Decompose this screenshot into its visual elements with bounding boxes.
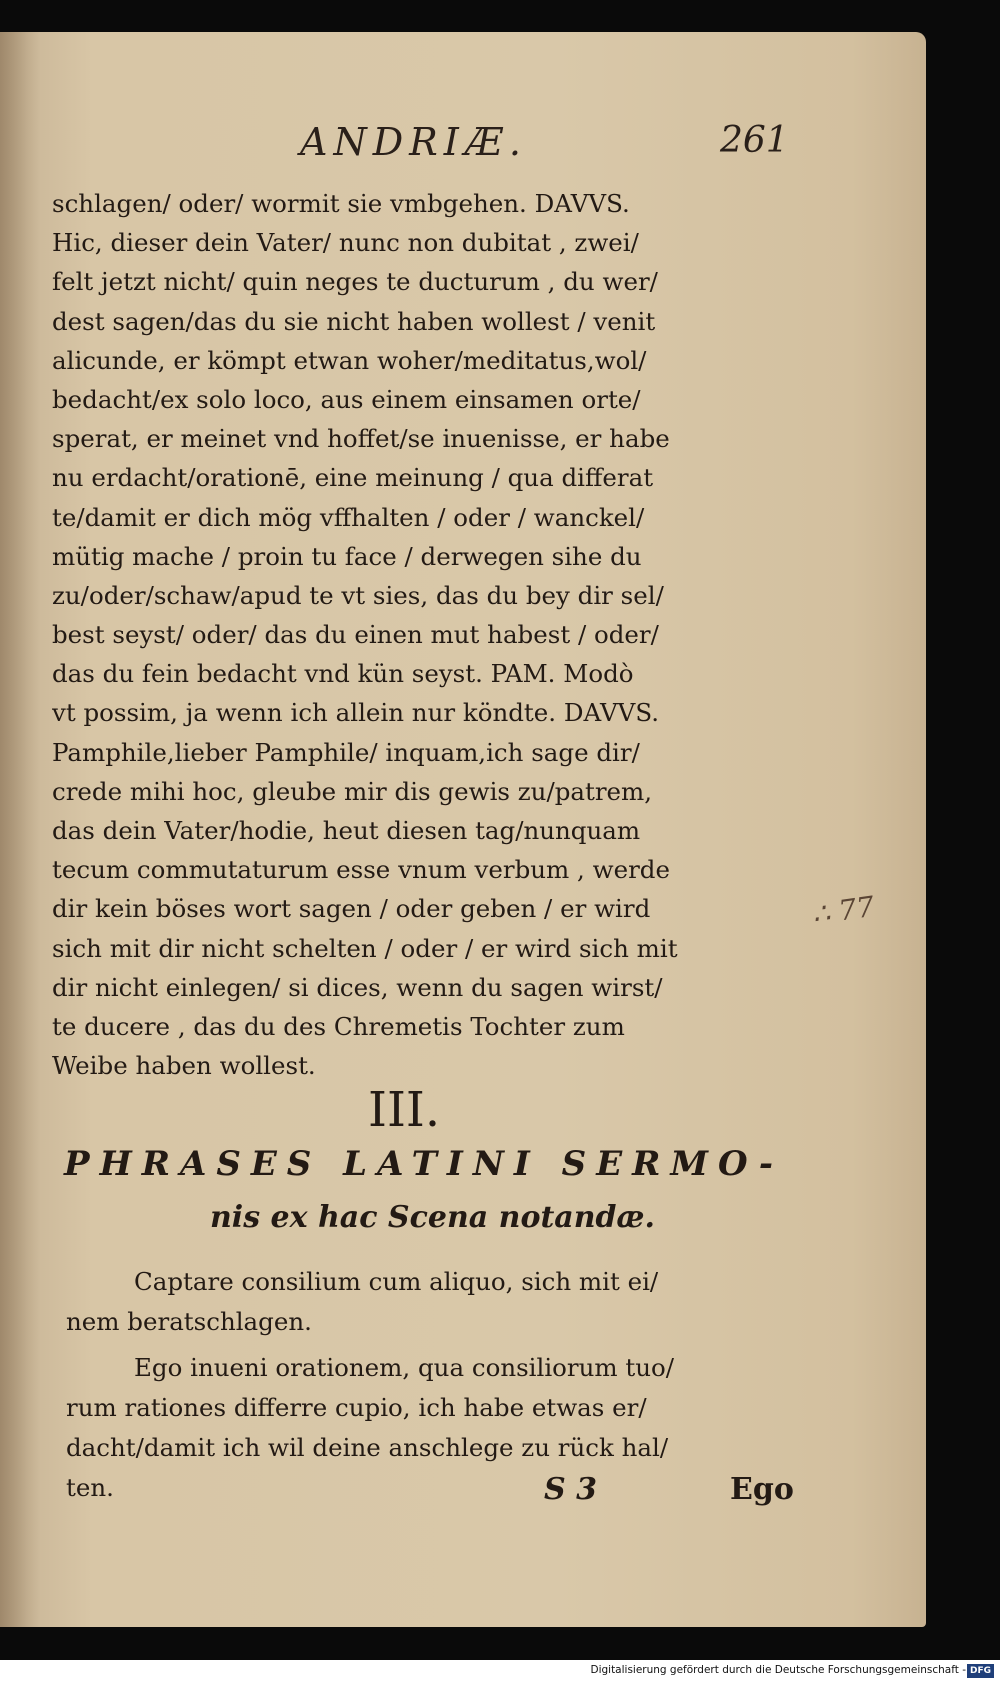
phrase-entry bbox=[66, 1262, 806, 1342]
text-line: vt possim, ja wenn ich allein nur köndte. DAVVS. bbox=[52, 698, 660, 728]
section-heading-continued: nis ex hac Scena notandæ. bbox=[210, 1200, 655, 1235]
text-line: sperat, er meinet vnd hoffet/se inuenisse, er habe bbox=[52, 424, 670, 454]
phrase-entry bbox=[66, 1348, 806, 1508]
text-line: felt jetzt nicht/ quin neges te ducturum , du wer/ bbox=[52, 267, 658, 297]
text-line: mütig mache / proin tu face / derwegen sihe du bbox=[52, 541, 642, 571]
section-numeral: III. bbox=[368, 1082, 441, 1138]
phrase-line: Ego inueni orationem, qua consiliorum tuo/ bbox=[134, 1353, 675, 1382]
page-number: 261 bbox=[720, 120, 789, 161]
text-line: dir kein böses wort sagen / oder geben / er wird bbox=[52, 894, 651, 924]
body-text bbox=[52, 184, 797, 1085]
text-line: Hic, dieser dein Vater/ nunc non dubitat , zwei/ bbox=[52, 228, 639, 258]
catchword: Ego bbox=[730, 1472, 794, 1507]
dfg-logo: DFG bbox=[967, 1664, 994, 1678]
text-line: zu/oder/schaw/apud te vt sies, das du bey dir sel/ bbox=[52, 580, 664, 610]
section-heading: PHRASES LATINI SERMO- bbox=[64, 1144, 783, 1184]
handwritten-margin-mark: ∴ 77 bbox=[810, 889, 877, 932]
phrase-line: nem beratschlagen. bbox=[66, 1307, 312, 1336]
text-line: dest sagen/das du sie nicht haben wollest / venit bbox=[52, 306, 656, 336]
text-line: das du fein bedacht vnd kün seyst. PAM. Modò bbox=[52, 659, 634, 689]
phrase-line: dacht/damit ich wil deine anschlege zu rück hal/ bbox=[66, 1433, 669, 1462]
text-line: Weibe haben wollest. bbox=[52, 1051, 316, 1081]
phrase-line: ten. bbox=[66, 1473, 114, 1502]
text-line: alicunde, er kömpt etwan woher/meditatus,wol/ bbox=[52, 345, 647, 375]
text-line: tecum commutaturum esse vnum verbum , werde bbox=[52, 855, 670, 885]
text-line: dir nicht einlegen/ si dices, wenn du sagen wirst/ bbox=[52, 972, 663, 1002]
text-line: nu erdacht/orationē, eine meinung / qua differat bbox=[52, 463, 654, 493]
running-title: ANDRIÆ. bbox=[300, 120, 527, 164]
text-line: bedacht/ex solo loco, aus einem einsamen orte/ bbox=[52, 384, 641, 414]
text-line: das dein Vater/hodie, heut diesen tag/nunquam bbox=[52, 816, 641, 845]
text-line: sich mit dir nicht schelten / oder / er wird sich mit bbox=[52, 933, 678, 963]
phrase-line: rum rationes differre cupio, ich habe etwas er/ bbox=[66, 1393, 647, 1422]
text-line: te/damit er dich mög vffhalten / oder / wanckel/ bbox=[52, 502, 645, 532]
text-line: Pamphile,lieber Pamphile/ inquam,ich sage dir/ bbox=[52, 737, 640, 767]
signature-mark: S 3 bbox=[544, 1472, 597, 1507]
text-line: te ducere , das du des Chremetis Tochter zum bbox=[52, 1011, 625, 1041]
digitization-credit: Digitalisierung gefördert durch die Deutsche Forschungsgemeinschaft - bbox=[590, 1664, 966, 1676]
text-line: crede mihi hoc, gleube mir dis gewis zu/patrem, bbox=[52, 776, 653, 806]
phrase-line: Captare consilium cum aliquo, sich mit ei/ bbox=[134, 1267, 659, 1296]
text-line: schlagen/ oder/ wormit sie vmbgehen. DAVVS. bbox=[52, 189, 630, 218]
text-line: best seyst/ oder/ das du einen mut habest / oder/ bbox=[52, 620, 659, 650]
book-page bbox=[0, 32, 926, 1627]
